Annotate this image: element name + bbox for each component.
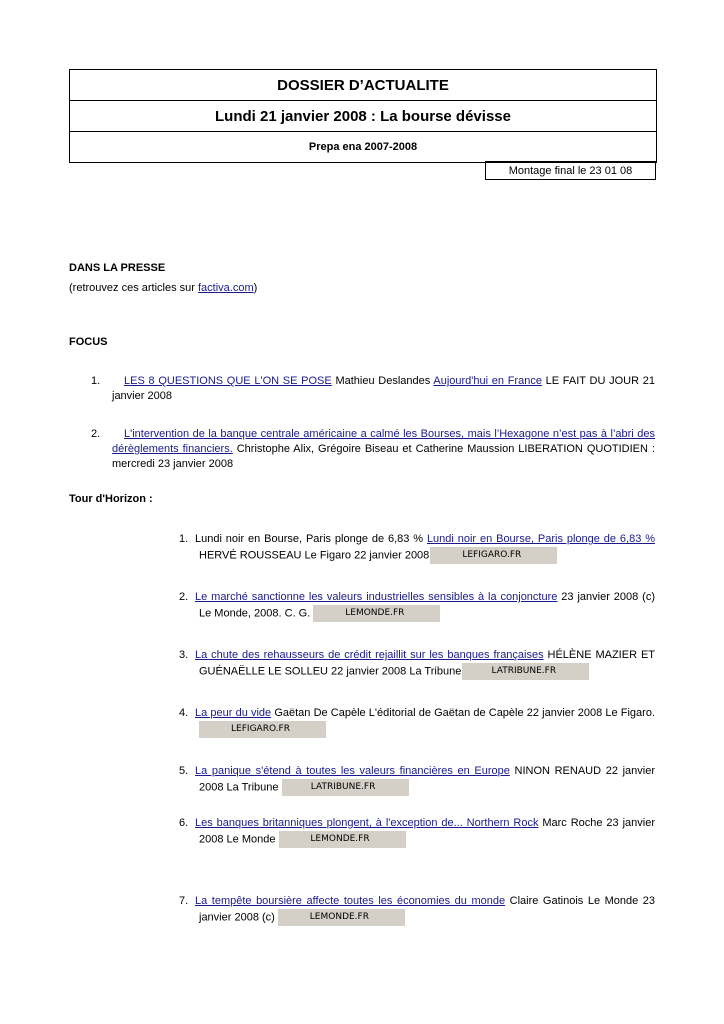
focus-item-number: 2. (91, 428, 101, 440)
tour-item (195, 816, 655, 848)
source-badge[interactable]: LEFIGARO.FR (430, 547, 557, 564)
header-box (69, 69, 657, 163)
focus-item-link[interactable]: LES 8 QUESTIONS QUE L'ON SE POSE (124, 375, 332, 387)
tour-item-details: Marc Roche 23 janvier 2008 Le Monde (199, 817, 655, 846)
presse-heading: DANS LA PRESSE (69, 262, 166, 274)
tour-item-pretext: Lundi noir en Bourse, Paris plonge de 6,83 % (195, 533, 427, 545)
focus-item-number: 1. (91, 375, 101, 387)
tour-item-number: 7. (179, 895, 189, 907)
focus-heading: FOCUS (69, 336, 108, 348)
focus-item-author: Mathieu Deslandes (331, 375, 434, 387)
focus-item (112, 427, 655, 472)
tour-item-link[interactable]: La peur du vide (195, 707, 272, 719)
tour-item-details: HÉLÈNE MAZIER ET GUÉNAËLLE LE SOLLEU 22 janvier 2008 La Tribune (199, 649, 655, 678)
tour-item-details: HERVÉ ROUSSEAU Le Figaro 22 janvier 2008 (199, 549, 430, 562)
tour-item-details: Gaëtan De Capèle L'éditorial de Gaëtan de Capèle 22 janvier 2008 Le Figaro. (271, 707, 655, 719)
tour-item-link[interactable]: La tempête boursière affecte toutes les économies du monde (195, 895, 506, 907)
tour-item-number: 3. (179, 649, 189, 661)
source-badge[interactable]: LATRIBUNE.FR (282, 779, 409, 796)
presse-note-before: (retrouvez ces articles sur (69, 282, 198, 294)
tour-item-link[interactable]: La chute des rehausseurs de crédit rejaillit sur les banques françaises (195, 649, 544, 661)
tour-item-link[interactable]: Le marché sanctionne les valeurs industrielles sensibles à la conjoncture (195, 591, 558, 603)
tour-item (195, 532, 655, 564)
source-badge[interactable]: LEFIGARO.FR (199, 721, 326, 738)
tour-item (195, 764, 655, 796)
tour-item-number: 4. (179, 707, 189, 719)
document-subtitle: Lundi 21 janvier 2008 : La bourse dévisse (70, 101, 656, 132)
tour-item-number: 6. (179, 817, 189, 829)
tour-item-number: 1. (179, 533, 189, 545)
montage-date: Montage final le 23 01 08 (485, 161, 656, 180)
tour-item-link[interactable]: Lundi noir en Bourse, Paris plonge de 6,83 % (426, 533, 655, 545)
tour-item-details: NINON RENAUD 22 janvier 2008 La Tribune (199, 765, 655, 794)
tour-item (195, 648, 655, 680)
tour-item-link[interactable]: Les banques britanniques plongent, à l'exception de... Northern Rock (195, 817, 539, 829)
focus-item-link[interactable]: L'intervention de la banque centrale américaine a calmé les Bourses, mais l’Hexagone n’est pas à l’abri des dérèglements financiers. (112, 428, 655, 455)
source-badge[interactable]: LATRIBUNE.FR (462, 663, 589, 680)
tour-item-number: 2. (179, 591, 189, 603)
focus-item-details: LE FAIT DU JOUR 21 janvier 2008 (112, 375, 656, 402)
presse-note-after: ) (253, 282, 258, 294)
tour-heading: Tour d'Horizon : (69, 493, 153, 505)
tour-item-number: 5. (179, 765, 189, 777)
class-label: Prepa ena 2007-2008 (70, 132, 656, 163)
tour-item-details: Claire Gatinois Le Monde 23 janvier 2008 (c) (199, 895, 656, 924)
source-badge[interactable]: LEMONDE.FR (279, 831, 406, 848)
source-badge[interactable]: LEMONDE.FR (313, 605, 440, 622)
focus-item-details: Christophe Alix, Grégoire Biseau et Catherine Maussion LIBERATION QUOTIDIEN : mercredi 23 janvier 2008 (112, 443, 655, 470)
tour-item (195, 706, 655, 738)
factiva-link[interactable]: factiva.com (197, 282, 254, 294)
tour-item-details: 23 janvier 2008 (c) Le Monde, 2008. C. G. (199, 591, 655, 620)
source-badge[interactable]: LEMONDE.FR (278, 909, 405, 926)
tour-item (195, 590, 655, 622)
document-title: DOSSIER D’ACTUALITE (70, 70, 656, 101)
tour-item (195, 894, 656, 926)
tour-item-link[interactable]: La panique s'étend à toutes les valeurs financières en Europe (195, 765, 510, 777)
presse-note (69, 281, 257, 295)
focus-item-source-link[interactable]: Aujourd'hui en France (433, 375, 542, 387)
focus-item (112, 374, 655, 404)
